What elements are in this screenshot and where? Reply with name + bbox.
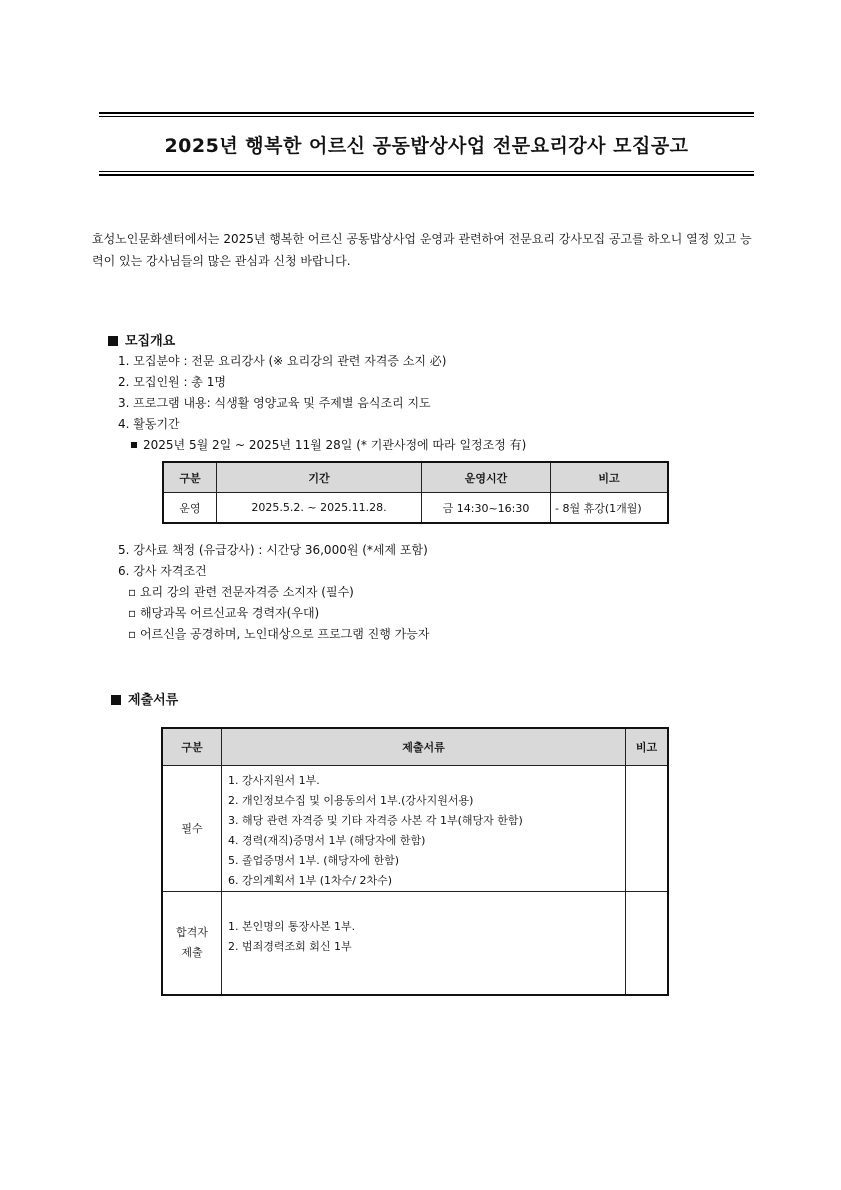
accepted-label: 합격자 제출	[162, 892, 222, 996]
table-header: 구분	[163, 462, 217, 493]
table-cell: 운영	[163, 493, 217, 524]
overview-heading: 모집개요	[108, 330, 175, 349]
qualification-item: ▫ 해당과목 어르신교육 경력자(우대)	[128, 606, 320, 620]
schedule-table	[162, 461, 669, 524]
documents-heading: 제출서류	[111, 689, 178, 708]
required-note	[626, 766, 669, 892]
list-item: 2. 개인정보수집 및 이용동의서 1부.(강사지원서용)	[228, 794, 474, 807]
overview-item: 4. 활동기간	[118, 417, 180, 431]
table-cell: 2025.5.2. ~ 2025.11.28.	[217, 493, 422, 524]
page-title: 2025년 행복한 어르신 공동밥상사업 전문요리강사 모집공고	[164, 135, 689, 157]
required-label: 필수	[162, 766, 222, 892]
table-header: 비고	[551, 462, 669, 493]
table-row	[163, 493, 668, 524]
period-note: 2025년 5월 2일 ~ 2025년 11월 28일 (* 기관사정에 따라 일정조정 有)	[131, 436, 526, 453]
intro-paragraph: 효성노인문화센터에서는 2025년 행복한 어르신 공동밥상사업 운영과 관련하여 전문요리 강사모집 공고를 하오니 열정 있고 능력이 있는 강사님들의 많은 관심과 신청 바랍니다.	[92, 232, 752, 268]
required-items	[222, 766, 626, 892]
table-cell: 금 14:30~16:30	[422, 493, 551, 524]
qualification-item: ▫ 어르신을 공경하며, 노인대상으로 프로그램 진행 가능자	[128, 627, 430, 641]
list-item: 1. 본인명의 통장사본 1부.	[228, 920, 356, 933]
list-item: 6. 강의계획서 1부 (1차수/ 2차수)	[228, 874, 393, 887]
title-rule-top-2	[99, 116, 754, 117]
accepted-items	[222, 892, 626, 996]
title-rule-bottom-2	[99, 174, 754, 176]
square-bullet-icon	[108, 336, 118, 346]
list-item: 1. 강사지원서 1부.	[228, 774, 320, 787]
table-cell: - 8월 휴강(1개월)	[551, 493, 669, 524]
table-header: 구분	[162, 728, 222, 766]
table-row	[162, 892, 668, 996]
table-header: 제출서류	[222, 728, 626, 766]
list-item: 4. 경력(재직)증명서 1부 (해당자에 한함)	[228, 834, 426, 847]
table-header: 비고	[626, 728, 669, 766]
square-bullet-icon	[111, 695, 121, 705]
overview-item: 2. 모집인원 : 총 1명	[118, 375, 226, 389]
title-rule-top-1	[99, 112, 754, 114]
overview-item: 5. 강사료 책정 (유급강사) : 시간당 36,000원 (*세제 포함)	[118, 543, 428, 557]
documents-table	[161, 727, 669, 996]
title-rule-bottom-1	[99, 171, 754, 172]
table-row	[162, 766, 668, 892]
overview-item: 3. 프로그램 내용: 식생활 영양교육 및 주제별 음식조리 지도	[118, 396, 431, 410]
table-header: 운영시간	[422, 462, 551, 493]
list-item: 5. 졸업증명서 1부. (해당자에 한함)	[228, 854, 400, 867]
overview-item: 1. 모집분야 : 전문 요리강사 (※ 요리강의 관련 자격증 소지 必)	[118, 354, 447, 368]
accepted-note	[626, 892, 669, 996]
list-item: 2. 범죄경력조회 회신 1부	[228, 940, 352, 953]
qualification-item: ▫ 요리 강의 관련 전문자격증 소지자 (필수)	[128, 585, 354, 599]
overview-item: 6. 강사 자격조건	[118, 564, 207, 578]
small-square-bullet-icon	[131, 442, 137, 448]
list-item: 3. 해당 관련 자격증 및 기타 자격증 사본 각 1부(해당자 한함)	[228, 814, 523, 827]
table-header: 기간	[217, 462, 422, 493]
